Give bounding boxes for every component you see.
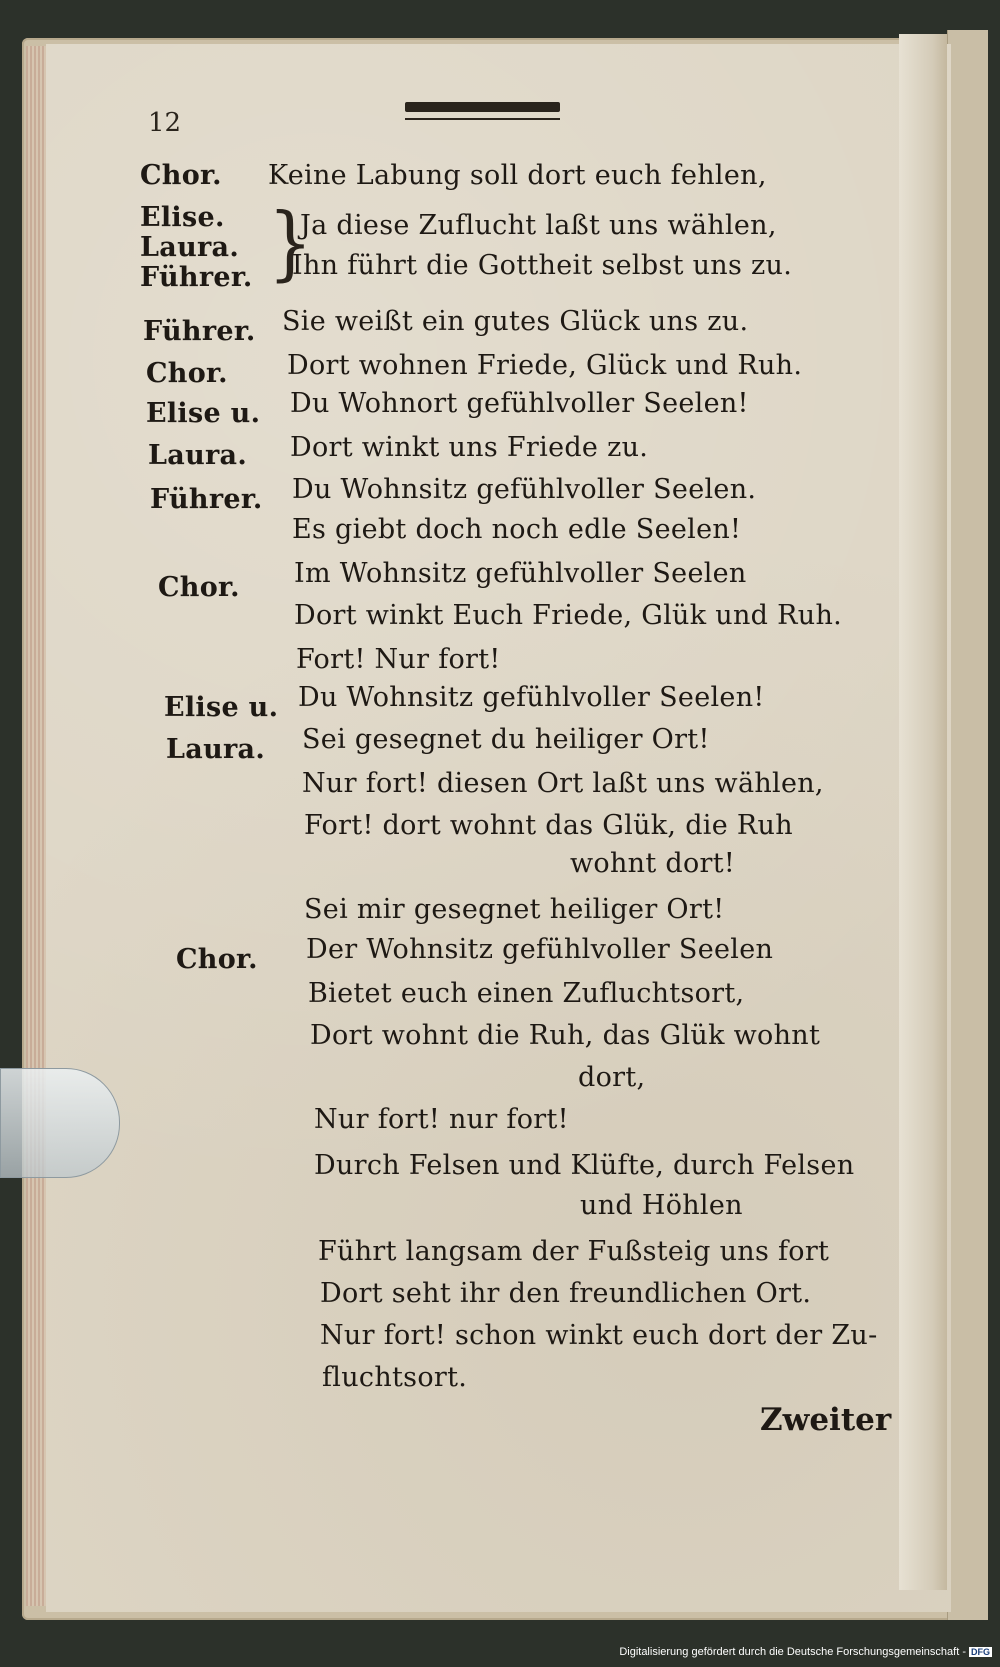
header-rule <box>405 118 560 120</box>
catchword: Zweiter <box>760 1402 892 1438</box>
verse-line: Du Wohnort gefühlvoller Seelen! <box>290 388 749 419</box>
verse-line: Du Wohnsitz gefühlvoller Seelen! <box>298 682 765 713</box>
verse-line: Im Wohnsitz gefühlvoller Seelen <box>294 558 747 589</box>
page-holder-clip <box>0 1068 120 1178</box>
speaker-label: Elise u. <box>164 692 279 723</box>
verse-line: Bietet euch einen Zufluchtsort, <box>308 978 745 1009</box>
speaker-label: Chor. <box>158 572 240 603</box>
verse-line: fluchtsort. <box>322 1362 468 1393</box>
speaker-label: Führer. <box>140 262 253 293</box>
verse-line: Nur fort! nur fort! <box>314 1104 569 1135</box>
verse-line: Führt langsam der Fußsteig uns fort <box>318 1236 830 1267</box>
speaker-label: Laura. <box>140 232 240 263</box>
header-ornament <box>405 102 560 112</box>
next-page-edge <box>947 30 988 1620</box>
speaker-label: Elise. <box>140 202 225 233</box>
speaker-label: Chor. <box>176 944 258 975</box>
verse-line: Du Wohnsitz gefühlvoller Seelen. <box>292 474 757 505</box>
verse-line: Fort! dort wohnt das Glük, die Ruh <box>304 810 793 841</box>
verse-line: Ja diese Zuflucht laßt uns wählen, <box>300 210 777 241</box>
verse-line: Es giebt doch noch edle Seelen! <box>292 514 742 545</box>
speaker-label: Führer. <box>150 484 263 515</box>
verse-line: Ihn führt die Gottheit selbst uns zu. <box>292 250 793 281</box>
verse-line: Dort seht ihr den freundlichen Ort. <box>320 1278 812 1309</box>
verse-line: wohnt dort! <box>570 848 736 879</box>
dfg-logo: DFG <box>971 1647 990 1658</box>
verse-line: Dort winkt Euch Friede, Glük und Ruh. <box>294 600 843 631</box>
speaker-label: Führer. <box>143 316 256 347</box>
verse-line: Fort! Nur fort! <box>296 644 501 675</box>
speaker-brace: } <box>268 195 313 291</box>
verse-line: Sei gesegnet du heiliger Ort! <box>302 724 710 755</box>
verse-line: Sie weißt ein gutes Glück uns zu. <box>282 306 749 337</box>
speaker-label: Chor. <box>140 160 222 191</box>
verse-line: Nur fort! diesen Ort laßt uns wählen, <box>302 768 824 799</box>
verse-line: Durch Felsen und Klüfte, durch Felsen <box>314 1150 855 1181</box>
verse-line: Sei mir gesegnet heiliger Ort! <box>304 894 725 925</box>
speaker-label: Laura. <box>148 440 248 471</box>
verse-line: dort, <box>578 1062 646 1093</box>
speaker-label: Chor. <box>146 358 228 389</box>
speaker-label: Laura. <box>166 734 266 765</box>
verse-line: und Höhlen <box>580 1190 743 1221</box>
verse-line: Der Wohnsitz gefühlvoller Seelen <box>306 934 774 965</box>
speaker-label: Elise u. <box>146 398 261 429</box>
verse-line: Keine Labung soll dort euch fehlen, <box>268 160 767 191</box>
verse-line: Dort winkt uns Friede zu. <box>290 432 649 463</box>
verse-line: Dort wohnen Friede, Glück und Ruh. <box>287 350 803 381</box>
verse-line: Dort wohnt die Ruh, das Glük wohnt <box>310 1020 821 1051</box>
credit-text: Digitalisierung gefördert durch die Deutsche Forschungsgemeinschaft - <box>619 1646 966 1658</box>
page-fold <box>899 34 947 1590</box>
page-number: 12 <box>148 108 182 138</box>
digitization-credit <box>619 1646 992 1658</box>
verse-line: Nur fort! schon winkt euch dort der Zu- <box>320 1320 878 1351</box>
